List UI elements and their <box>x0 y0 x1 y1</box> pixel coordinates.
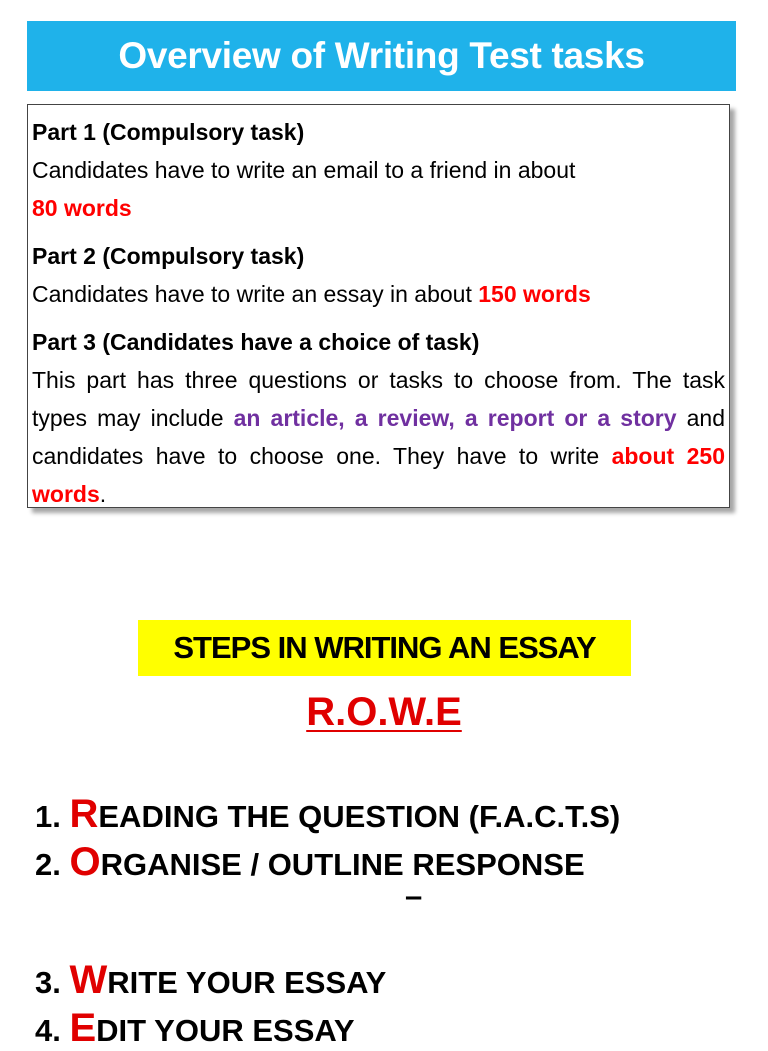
part1-text: Candidates have to write an email to a friend in about <box>32 157 576 183</box>
part2-word-count: 150 words <box>478 281 591 307</box>
title-banner <box>27 21 736 91</box>
step-initial: E <box>69 1006 97 1050</box>
step-initial: O <box>69 840 101 884</box>
step-number: 3. <box>35 965 61 1000</box>
step-item <box>35 958 386 1003</box>
step-initial: R <box>69 792 99 836</box>
step-text: RGANISE / OUTLINE RESPONSE <box>100 847 585 882</box>
steps-label-text: STEPS IN WRITING AN ESSAY <box>173 630 596 665</box>
part3-heading: Part 3 (Candidates have a choice of task) <box>32 329 480 355</box>
part2-text: Candidates have to write an essay in about <box>32 281 472 307</box>
step-text: DIT YOUR ESSAY <box>96 1013 355 1048</box>
step-item <box>35 840 585 885</box>
part3-text-b: and candidates have to choose one. They have to write <box>32 405 726 469</box>
part3-task-types: an article, a review, a report or a story <box>233 405 677 431</box>
step-number: 4. <box>35 1013 61 1048</box>
step-number: 2. <box>35 847 61 882</box>
dash-mark: – <box>405 878 423 913</box>
part3-description <box>32 361 725 513</box>
step-item <box>35 1006 355 1051</box>
part3-end: . <box>99 481 107 507</box>
part2-heading: Part 2 (Compulsory task) <box>32 243 305 269</box>
step-initial: W <box>69 958 108 1002</box>
step-text: EADING THE QUESTION (F.A.C.T.S) <box>98 799 621 834</box>
rowe-acronym: R.O.W.E <box>306 690 462 734</box>
part1-heading: Part 1 (Compulsory task) <box>32 119 305 145</box>
steps-label <box>138 620 631 676</box>
page-title: Overview of Writing Test tasks <box>118 35 645 76</box>
step-item <box>35 792 620 837</box>
part3-word-count: about 250 words <box>32 443 725 507</box>
part3-text-a: This part has three questions or tasks to choose from. The task types may include <box>32 367 725 431</box>
step-text: RITE YOUR ESSAY <box>107 965 387 1000</box>
part2-description <box>32 275 725 313</box>
part1-description <box>32 151 725 227</box>
task-overview-box <box>27 104 730 508</box>
step-number: 1. <box>35 799 61 834</box>
part1-word-count: 80 words <box>32 195 132 221</box>
